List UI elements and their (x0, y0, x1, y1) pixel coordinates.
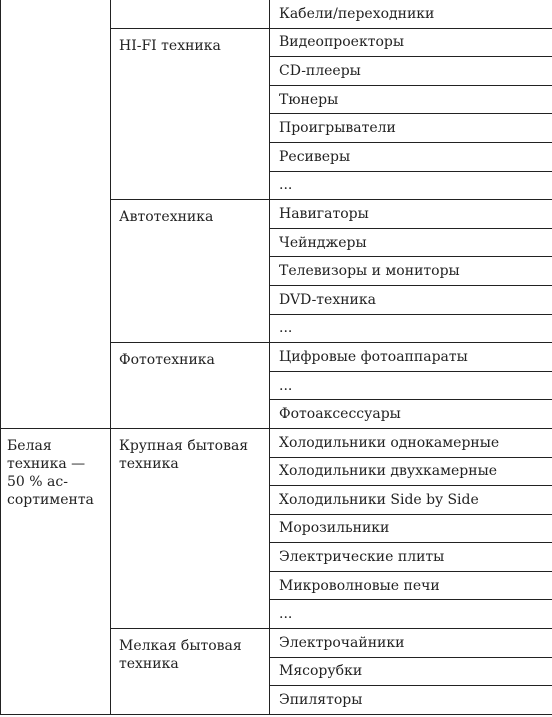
item-cell: ... (270, 371, 552, 400)
category-cell (1, 0, 111, 428)
item-cell: Кабели/переходники (270, 0, 552, 28)
item-cell: Мясорубки (270, 657, 552, 686)
item-cell: Видеопроекторы (270, 28, 552, 57)
item-cell: Навигаторы (270, 200, 552, 229)
item-cell: Цифровые фотоаппараты (270, 343, 552, 372)
item-cell: ... (270, 314, 552, 343)
item-cell: DVD-техника (270, 285, 552, 314)
item-cell: Холодильники однокамерные (270, 428, 552, 457)
item-cell: ... (270, 171, 552, 200)
item-cell: ... (270, 600, 552, 629)
item-cell: Электрические плиты (270, 543, 552, 572)
item-cell: CD-плееры (270, 57, 552, 86)
subcategory-cell: Крупная бытовая техника (111, 428, 270, 628)
subcategory-cell (111, 0, 270, 28)
item-cell: Ресиверы (270, 142, 552, 171)
subcategory-cell: Мелкая бытовая техника (111, 629, 270, 715)
item-cell: Морозильники (270, 514, 552, 543)
item-cell: Проигрыватели (270, 114, 552, 143)
item-cell: Эпиляторы (270, 686, 552, 715)
item-cell: Чейнджеры (270, 228, 552, 257)
subcategory-cell: HI-FI техника (111, 28, 270, 200)
table-row (1, 0, 552, 28)
item-cell: Тюнеры (270, 85, 552, 114)
item-cell: Телевизоры и мониторы (270, 257, 552, 286)
category-cell: Белая техника — 50 % ассортимента (1, 428, 111, 714)
item-cell: Холодильники двухкамерные (270, 457, 552, 486)
table-row (1, 428, 552, 457)
subcategory-cell: Автотехника (111, 200, 270, 343)
item-cell: Холодильники Side by Side (270, 486, 552, 515)
item-cell: Микроволновые печи (270, 571, 552, 600)
item-cell: Электрочайники (270, 629, 552, 658)
subcategory-cell: Фототехника (111, 343, 270, 429)
item-cell: Фотоаксессуары (270, 400, 552, 429)
